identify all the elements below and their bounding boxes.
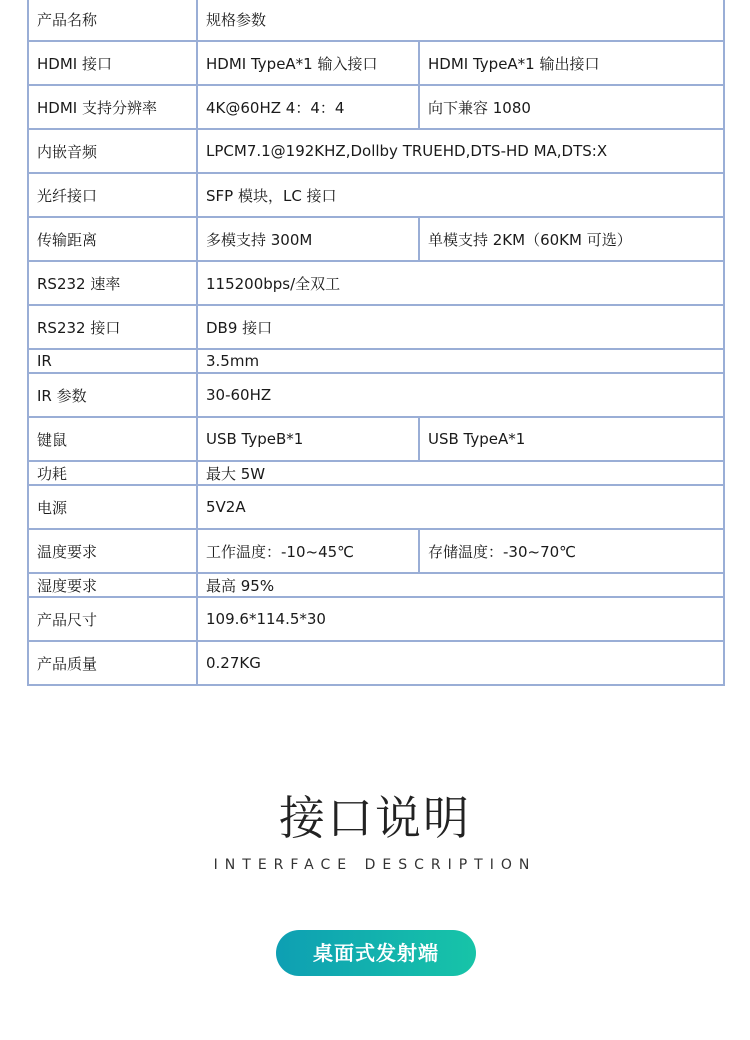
table-row: [28, 349, 724, 373]
table-row: [28, 217, 724, 261]
spec-label: RS232 接口: [28, 305, 197, 349]
spec-value: 4K@60HZ 4：4：4: [197, 85, 419, 129]
spec-value: 0.27KG: [197, 641, 724, 685]
spec-value: 5V2A: [197, 485, 724, 529]
table-row: [28, 41, 724, 85]
spec-value: 3.5mm: [197, 349, 724, 373]
spec-value: DB9 接口: [197, 305, 724, 349]
spec-value: 115200bps/全双工: [197, 261, 724, 305]
spec-label: 产品名称: [28, 0, 197, 41]
spec-value: HDMI TypeA*1 输出接口: [419, 41, 724, 85]
table-row: [28, 461, 724, 485]
table-row: [28, 373, 724, 417]
spec-label: 传输距离: [28, 217, 197, 261]
spec-label: 键鼠: [28, 417, 197, 461]
table-row: [28, 305, 724, 349]
table-row: [28, 85, 724, 129]
spec-label: 功耗: [28, 461, 197, 485]
spec-value: 最高 95%: [197, 573, 724, 597]
spec-value: USB TypeA*1: [419, 417, 724, 461]
spec-value: 109.6*114.5*30: [197, 597, 724, 641]
spec-label: HDMI 接口: [28, 41, 197, 85]
spec-label: 电源: [28, 485, 197, 529]
table-row: [28, 129, 724, 173]
table-row: [28, 0, 724, 41]
spec-value: 规格参数: [197, 0, 724, 41]
spec-label: 温度要求: [28, 529, 197, 573]
spec-table: [27, 0, 725, 686]
spec-value: HDMI TypeA*1 输入接口: [197, 41, 419, 85]
spec-label: 产品尺寸: [28, 597, 197, 641]
table-row: [28, 573, 724, 597]
table-row: [28, 417, 724, 461]
spec-label: 湿度要求: [28, 573, 197, 597]
spec-value: 30-60HZ: [197, 373, 724, 417]
table-row: [28, 597, 724, 641]
spec-label: 产品质量: [28, 641, 197, 685]
spec-label: HDMI 支持分辨率: [28, 85, 197, 129]
spec-value: 向下兼容 1080: [419, 85, 724, 129]
spec-value: 最大 5W: [197, 461, 724, 485]
section-title: 接口说明: [279, 791, 471, 845]
spec-value: 多模支持 300M: [197, 217, 419, 261]
section-subtitle: INTERFACE DESCRIPTION: [213, 857, 537, 873]
spec-label: 内嵌音频: [28, 129, 197, 173]
spec-value: 单模支持 2KM（60KM 可选）: [419, 217, 724, 261]
spec-value: 存储温度：-30~70℃: [419, 529, 724, 573]
spec-value: USB TypeB*1: [197, 417, 419, 461]
spec-label: 光纤接口: [28, 173, 197, 217]
spec-label: IR: [28, 349, 197, 373]
spec-value: 工作温度：-10~45℃: [197, 529, 419, 573]
table-row: [28, 173, 724, 217]
table-row: [28, 529, 724, 573]
table-row: [28, 641, 724, 685]
spec-label: RS232 速率: [28, 261, 197, 305]
desktop-transmitter-button[interactable]: 桌面式发射端: [276, 930, 476, 976]
spec-value: SFP 模块，LC 接口: [197, 173, 724, 217]
spec-value: LPCM7.1@192KHZ,Dollby TRUEHD,DTS-HD MA,DTS:X: [197, 129, 724, 173]
table-row: [28, 485, 724, 529]
table-row: [28, 261, 724, 305]
spec-label: IR 参数: [28, 373, 197, 417]
